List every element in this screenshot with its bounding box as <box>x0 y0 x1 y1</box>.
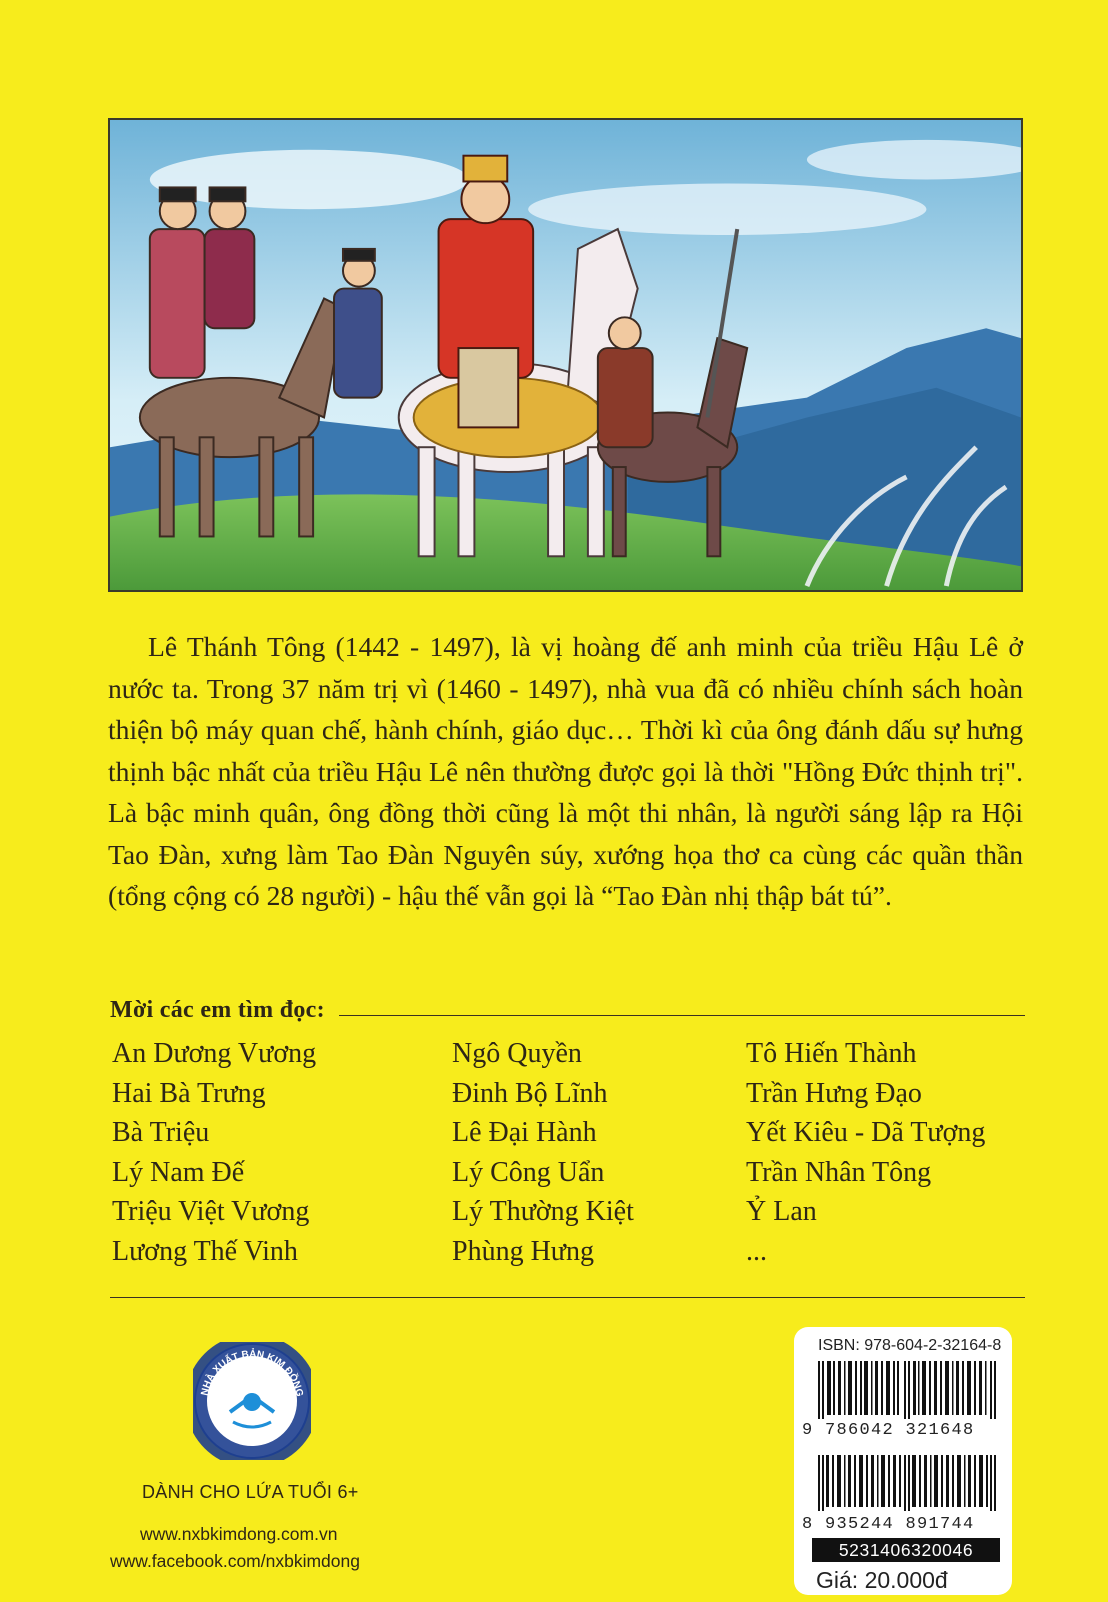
list-item: Bà Triệu <box>112 1117 210 1148</box>
isbn-digits: 9 786042 321648 <box>802 1421 975 1440</box>
price-label: Giá: 20.000đ <box>816 1567 948 1593</box>
age-recommendation: DÀNH CHO LỨA TUỔI 6+ <box>142 1482 359 1502</box>
product-code: 5231406320046 <box>812 1538 1000 1562</box>
book-description: Lê Thánh Tông (1442 - 1497), là vị hoàng đế anh minh của triều Hậu Lê ở nước ta. Trong 37 năm trị vì (1460 - 1497), nhà vua đã có nhiều chính sách hoàn thiện bộ máy quan chế, hành chính, giáo dục… Thời kì của ông đánh dấu sự hưng thịnh bậc nhất của triều Hậu Lê nên thường được gọi là thời "Hồng Đức thịnh trị". Là bậc minh quân, ông đồng thời cũng là một thi nhân, là người sáng lập ra Hội Tao Đàn, xưng làm Tao Đàn Nguyên súy, xướng họa thơ ca cùng các quần thần (tổng cộng có 28 người) - hậu thế vẫn gọi là “Tao Đàn nhị thập bát tú”. <box>108 631 1023 911</box>
king-on-horseback-illustration <box>110 120 1021 590</box>
list-item: Tô Hiến Thành <box>746 1038 917 1069</box>
list-item: Lương Thế Vinh <box>112 1235 298 1267</box>
reading-list-title: Mời các em tìm đọc: <box>110 997 325 1023</box>
list-item: Trần Hưng Đạo <box>746 1077 922 1109</box>
publisher-logo <box>193 1342 311 1460</box>
list-item: Yết Kiêu - Dã Tượng <box>746 1117 986 1148</box>
cover-illustration <box>108 118 1023 592</box>
list-item: Trần Nhân Tông <box>746 1156 932 1188</box>
list-item: Lý Công Uẩn <box>452 1156 605 1188</box>
list-item: Lý Thường Kiệt <box>452 1196 634 1227</box>
isbn-barcode-icon <box>818 1361 998 1419</box>
isbn-label: ISBN: 978-604-2-32164-8 <box>818 1337 1002 1354</box>
list-item: An Dương Vương <box>112 1038 317 1069</box>
list-item: Ngô Quyền <box>452 1038 582 1069</box>
publisher-facebook[interactable]: www.facebook.com/nxbkimdong <box>110 1551 360 1571</box>
list-item: Hai Bà Trưng <box>112 1077 266 1109</box>
reading-list-column-2 <box>452 1034 634 1271</box>
ean-digits: 8 935244 891744 <box>802 1515 975 1534</box>
reading-list-header <box>110 984 1025 1024</box>
list-item: Lê Đại Hành <box>452 1117 597 1148</box>
list-item: Lý Nam Đế <box>112 1156 245 1188</box>
svg-text:NHÀ XUẤT BẢN KIM ĐỒNG: NHÀ XUẤT BẢN KIM ĐỒNG <box>199 1348 305 1398</box>
publisher-website[interactable]: www.nxbkimdong.com.vn <box>140 1524 338 1544</box>
divider <box>339 1015 1025 1016</box>
reading-list-column-1 <box>112 1034 316 1271</box>
reading-list-column-3 <box>746 1034 985 1271</box>
list-item: Phùng Hưng <box>452 1235 594 1267</box>
list-item: Đinh Bộ Lĩnh <box>452 1077 608 1109</box>
ean-barcode-icon <box>818 1455 998 1511</box>
list-item: Triệu Việt Vương <box>112 1196 310 1227</box>
list-item: ... <box>746 1235 767 1267</box>
barcode-panel <box>794 1327 1012 1595</box>
list-item: Ỷ Lan <box>746 1196 817 1227</box>
kim-dong-logo-icon <box>193 1342 311 1460</box>
divider <box>110 1297 1025 1298</box>
